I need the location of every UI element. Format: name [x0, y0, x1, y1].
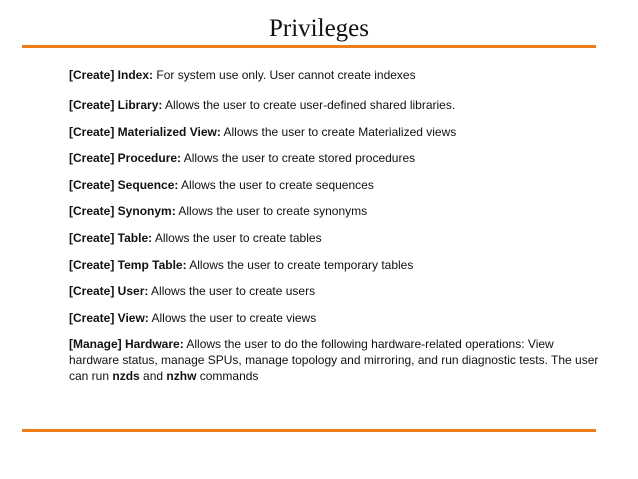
list-item-create-sequence	[69, 177, 599, 193]
item-desc: Allows the user to create Materialized views	[220, 124, 457, 139]
list-item-create-view	[69, 310, 599, 326]
command-nzhw: nzhw	[166, 369, 197, 384]
item-desc: Allows the user to create tables	[152, 230, 322, 245]
slide-title: Privileges	[269, 15, 369, 42]
item-term: [Create] Index:	[69, 68, 154, 82]
list-item-create-index	[69, 67, 599, 83]
item-term: [Create] Table:	[69, 230, 153, 245]
item-term: [Manage] Hardware:	[69, 337, 184, 352]
list-item-manage-hardware	[69, 336, 599, 384]
list-item-create-synonym	[69, 203, 599, 219]
privileges-list	[69, 67, 599, 395]
item-term: [Create] Materialized View:	[69, 124, 221, 139]
item-term: [Create] Library:	[69, 98, 163, 112]
item-desc: Allows the user to create users	[148, 284, 316, 299]
item-term: [Create] View:	[69, 310, 149, 325]
item-term: [Create] Procedure:	[69, 151, 182, 166]
item-desc: Allows the user to create sequences	[178, 177, 374, 192]
item-desc: Allows the user to do the following hardware-related operations: View hardware status, manage SPUs, manage topology and mirroring, and run diagnostic tests. The user can run	[69, 337, 599, 384]
top-divider	[22, 45, 596, 48]
item-term: [Create] User:	[69, 284, 149, 299]
item-term: [Create] Synonym:	[69, 204, 176, 219]
bottom-divider	[22, 429, 596, 432]
item-desc-tail: commands	[196, 369, 259, 384]
item-term: [Create] Temp Table:	[69, 257, 187, 272]
item-desc: For system use only. User cannot create indexes	[153, 68, 416, 82]
item-desc: Allows the user to create temporary tables	[186, 257, 414, 272]
list-item-create-temp-table	[69, 257, 599, 273]
item-desc: Allows the user to create synonyms	[175, 204, 368, 219]
item-desc: Allows the user to create user-defined shared libraries.	[162, 98, 456, 112]
item-desc: Allows the user to create stored procedures	[181, 151, 416, 166]
list-item-create-materialized-view	[69, 124, 599, 140]
item-term: [Create] Sequence:	[69, 177, 179, 192]
item-desc: Allows the user to create views	[148, 310, 317, 325]
list-item-create-procedure	[69, 150, 599, 166]
list-item-create-library	[69, 97, 599, 113]
command-nzds: nzds	[112, 369, 140, 384]
list-item-create-table	[69, 230, 599, 246]
item-desc-and: and	[139, 369, 167, 384]
list-item-create-user	[69, 283, 599, 299]
